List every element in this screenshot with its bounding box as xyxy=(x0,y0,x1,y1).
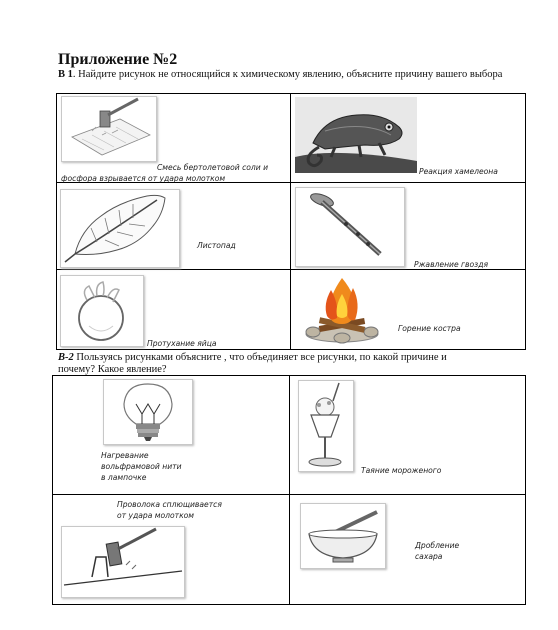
caption-sugar-2: сахара xyxy=(415,552,443,561)
caption-egg-rot: Протухание яйца xyxy=(147,339,217,348)
nail-picture xyxy=(295,187,405,267)
caption-chameleon: Реакция хамелеона xyxy=(419,167,498,176)
wire-hammer-picture xyxy=(61,526,185,598)
caption-bulb-1: Нагревание xyxy=(101,451,149,460)
table-phenomena-2 xyxy=(52,375,526,605)
caption-leaf-fall: Листопад xyxy=(197,241,236,250)
hammer-explosion-picture xyxy=(61,96,157,162)
ice-cream-picture xyxy=(298,380,354,472)
caption-campfire: Горение костра xyxy=(398,324,461,333)
chameleon-picture xyxy=(295,97,417,173)
question-1 xyxy=(58,69,528,81)
lightbulb-picture xyxy=(103,379,193,445)
mortar-picture xyxy=(300,503,386,569)
leaf-picture xyxy=(60,189,180,268)
caption-wire xyxy=(117,499,222,521)
campfire-picture xyxy=(295,274,389,346)
question-1-text: . Найдите рисунок не относящийся к химическому явлению, объясните причину вашего выбора xyxy=(72,69,503,80)
caption-bertholet-1: Смесь бертолетовой соли и xyxy=(157,163,269,172)
caption-sugar-1: Дробление xyxy=(415,541,460,550)
question-2-text-line1: Пользуясь рисунками объясните , что объединяет все рисунки, по какой причине и xyxy=(73,352,447,363)
page-title: Приложение №2 xyxy=(58,51,178,68)
question-1-label: В 1 xyxy=(58,69,73,80)
caption-nail-rust: Ржавление гвоздя xyxy=(414,260,489,269)
egg-picture xyxy=(60,275,144,347)
caption-ice-cream: Таяние мороженого xyxy=(361,466,442,475)
caption-wire-2: от удара молотком xyxy=(117,511,195,520)
caption-bertholet-2: фосфора взрывается от удара молотком xyxy=(61,174,226,183)
caption-bulb xyxy=(101,450,182,483)
question-2-text-line2: почему? Какое явление? xyxy=(58,364,167,375)
caption-bulb-2: вольфрамовой нити xyxy=(101,462,182,471)
caption-bulb-3: в лампочке xyxy=(101,473,147,482)
table-phenomena xyxy=(56,93,526,350)
caption-sugar xyxy=(415,540,459,562)
question-2-label: В-2 xyxy=(58,352,74,363)
question-2 xyxy=(58,352,528,376)
caption-wire-1: Проволока сплющивается xyxy=(117,500,222,509)
